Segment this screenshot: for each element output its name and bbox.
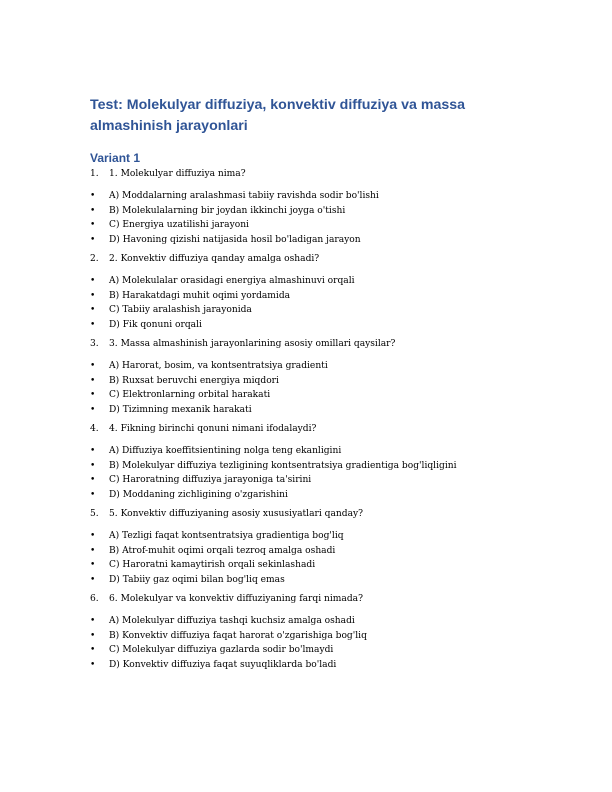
option-item: [90, 318, 530, 333]
variant-heading: Variant 1: [90, 151, 141, 165]
option-item: [90, 488, 530, 503]
question-number: 5.: [90, 509, 99, 519]
option-text: B) Molekulyar diffuziya tezligining kontsentratsiya gradientiga bog'liqligini: [109, 460, 457, 471]
option-text: D) Tabiiy gaz oqimi bilan bog'liq emas: [109, 574, 285, 585]
question-text: 4. Fikning birinchi qonuni nimani ifodalaydi?: [109, 424, 317, 434]
option-item: [90, 189, 530, 204]
option-text: A) Diffuziya koeffitsientining nolga teng ekanligini: [109, 446, 342, 456]
option-item: [90, 274, 530, 289]
question-block-6: [90, 593, 530, 672]
option-item: [90, 558, 530, 573]
question-4: [90, 423, 530, 435]
option-list: [90, 274, 530, 332]
bullet-icon: •: [90, 531, 96, 541]
option-text: C) Haroratning diffuziya jarayoniga ta'sirini: [109, 475, 312, 485]
option-text: B) Atrof-muhit oqimi orqali tezroq amalga oshadi: [109, 545, 336, 556]
bullet-icon: •: [90, 404, 96, 415]
option-list: [90, 529, 530, 587]
bullet-icon: •: [90, 475, 96, 485]
option-item: [90, 403, 530, 418]
bullet-icon: •: [90, 234, 96, 245]
option-item: [90, 614, 530, 629]
option-item: [90, 374, 530, 389]
option-text: B) Konvektiv diffuziya faqat harorat o'zgarishiga bog'liq: [109, 630, 367, 641]
option-text: B) Molekulalarning bir joydan ikkinchi joyga o'tishi: [109, 205, 346, 216]
option-item: [90, 233, 530, 248]
question-block-4: [90, 423, 530, 502]
bullet-icon: •: [90, 220, 96, 230]
bullet-icon: •: [90, 276, 96, 286]
bullet-icon: •: [90, 290, 96, 301]
option-list: [90, 614, 530, 672]
question-1: [90, 168, 530, 180]
bullet-icon: •: [90, 574, 96, 585]
question-6: [90, 593, 530, 605]
bullet-icon: •: [90, 375, 96, 386]
question-block-3: [90, 338, 530, 417]
bullet-icon: •: [90, 460, 96, 471]
option-text: C) Energiya uzatilishi jarayoni: [109, 220, 249, 230]
option-text: A) Moddalarning aralashmasi tabiiy ravishda sodir bo'lishi: [109, 191, 379, 201]
option-item: [90, 459, 530, 474]
option-text: D) Moddaning zichligining o'zgarishini: [109, 489, 288, 500]
bullet-icon: •: [90, 191, 96, 201]
option-item: [90, 629, 530, 644]
question-5: [90, 508, 530, 520]
option-item: [90, 444, 530, 459]
question-text: 6. Molekulyar va konvektiv diffuziyaning farqi nimada?: [109, 594, 363, 604]
option-list: [90, 189, 530, 247]
option-item: [90, 218, 530, 233]
question-block-1: [90, 168, 530, 247]
bullet-icon: •: [90, 305, 96, 315]
option-item: [90, 388, 530, 403]
bullet-icon: •: [90, 205, 96, 216]
option-text: A) Molekulyar diffuziya tashqi kuchsiz amalga oshadi: [109, 616, 355, 626]
question-block-2: [90, 253, 530, 332]
option-text: C) Haroratni kamaytirish orqali sekinlashadi: [109, 560, 316, 570]
option-text: C) Elektronlarning orbital harakati: [109, 390, 271, 400]
bullet-icon: •: [90, 489, 96, 500]
bullet-icon: •: [90, 616, 96, 626]
option-item: [90, 544, 530, 559]
option-text: B) Ruxsat beruvchi energiya miqdori: [109, 375, 279, 386]
bullet-icon: •: [90, 545, 96, 556]
bullet-icon: •: [90, 390, 96, 400]
option-text: D) Konvektiv diffuziya faqat suyuqliklarda bo'ladi: [109, 659, 337, 670]
bullet-icon: •: [90, 560, 96, 570]
bullet-icon: •: [90, 659, 96, 670]
bullet-icon: •: [90, 645, 96, 655]
option-text: A) Molekulalar orasidagi energiya almashinuvi orqali: [109, 276, 355, 286]
option-list: [90, 359, 530, 417]
question-number: 4.: [90, 424, 99, 434]
option-text: A) Tezligi faqat kontsentratsiya gradientiga bog'liq: [109, 531, 344, 541]
option-text: D) Tizimning mexanik harakati: [109, 404, 252, 415]
option-list: [90, 444, 530, 502]
option-item: [90, 658, 530, 673]
option-text: C) Molekulyar diffuziya gazlarda sodir bo'lmaydi: [109, 645, 334, 655]
document-page: [90, 95, 530, 672]
option-text: D) Havoning qizishi natijasida hosil bo'ladigan jarayon: [109, 234, 361, 245]
document-title: Test: Molekulyar diffuziya, konvektiv diffuziya va massa almashinish jarayonlari: [90, 97, 466, 134]
bullet-icon: •: [90, 361, 96, 371]
bullet-icon: •: [90, 319, 96, 330]
bullet-icon: •: [90, 446, 96, 456]
option-item: [90, 573, 530, 588]
option-item: [90, 643, 530, 658]
question-3: [90, 338, 530, 350]
option-text: A) Harorat, bosim, va kontsentratsiya gradienti: [109, 361, 328, 371]
option-text: C) Tabiiy aralashish jarayonida: [109, 305, 252, 315]
question-text: 3. Massa almashinish jarayonlarining asosiy omillari qaysilar?: [109, 339, 396, 349]
question-text: 5. Konvektiv diffuziyaning asosiy xususiyatlari qanday?: [109, 509, 364, 519]
question-number: 1.: [90, 169, 99, 179]
option-item: [90, 289, 530, 304]
option-item: [90, 204, 530, 219]
question-text: 1. Molekulyar diffuziya nima?: [109, 169, 246, 179]
bullet-icon: •: [90, 630, 96, 641]
option-item: [90, 303, 530, 318]
option-text: D) Fik qonuni orqali: [109, 319, 202, 330]
option-item: [90, 359, 530, 374]
question-number: 6.: [90, 594, 99, 604]
question-number: 3.: [90, 339, 99, 349]
question-2: [90, 253, 530, 265]
option-text: B) Harakatdagi muhit oqimi yordamida: [109, 290, 291, 301]
question-block-5: [90, 508, 530, 587]
question-number: 2.: [90, 254, 99, 264]
option-item: [90, 473, 530, 488]
option-item: [90, 529, 530, 544]
question-text: 2. Konvektiv diffuziya qanday amalga oshadi?: [109, 254, 320, 264]
